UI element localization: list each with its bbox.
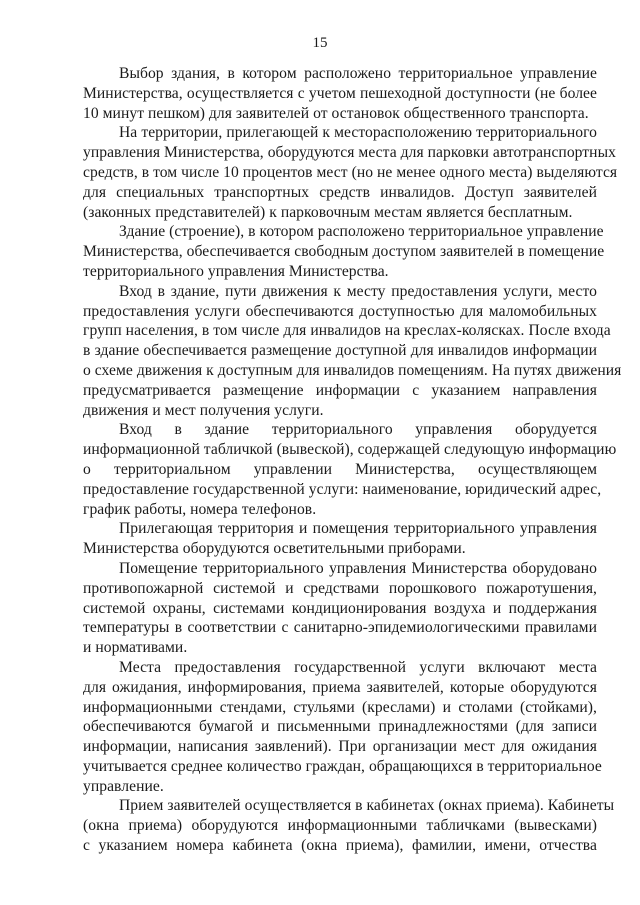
- text-line: для ожидания, информирования, приема заявителей, которые оборудуются: [83, 678, 597, 696]
- text-line: Прием заявителей осуществляется в кабинетах (окнах приема). Кабинеты: [119, 797, 615, 815]
- paragraph: [83, 123, 618, 222]
- text-line: системой охраны, системами кондиционирования воздуха и поддержания: [83, 599, 597, 617]
- text-line: Министерства, осуществляется с учетом пешеходной доступности (не более: [83, 84, 597, 102]
- text-line: На территории, прилегающей к месторасположению территориального: [119, 124, 597, 142]
- text-line: Здание (строение), в котором расположено территориальное управление: [119, 223, 604, 241]
- text-line: о территориальном управлении Министерства, осуществляющем: [83, 460, 597, 478]
- text-line: Выбор здания, в котором расположено территориальное управление: [119, 65, 597, 82]
- text-line: групп населения, в том числе для инвалидов на креслах-колясках. После входа: [83, 322, 611, 340]
- text-line: учитывается среднее количество граждан, обращающихся в территориальное: [83, 757, 602, 775]
- paragraph: [83, 519, 597, 559]
- text-line: график работы, номера телефонов.: [83, 500, 317, 518]
- text-line: с указанием номера кабинета (окна приема), фамилии, имени, отчества: [83, 837, 597, 855]
- text-line: информационными стендами, стульями (креслами) и столами (стойками),: [83, 698, 597, 716]
- text-line: в здание обеспечивается размещение доступной для инвалидов информации: [83, 342, 597, 360]
- paragraph: [83, 559, 597, 658]
- text-line: предусматривается размещение информации с указанием направления: [83, 381, 597, 399]
- paragraph: [83, 282, 622, 421]
- paragraph: [83, 658, 602, 797]
- text-line: движения и мест получения услуги.: [83, 401, 324, 419]
- document-body: [83, 64, 622, 856]
- text-line: обеспечиваются бумагой и письменными принадлежностями (для записи: [83, 718, 597, 736]
- text-line: для специальных транспортных средств инвалидов. Доступ заявителей: [83, 183, 597, 201]
- text-line: и нормативами.: [83, 639, 188, 657]
- text-line: Министерства оборудуются осветительными приборами.: [83, 540, 466, 558]
- text-line: Вход в здание, пути движения к месту предоставления услуги, место: [119, 282, 597, 300]
- text-line: территориального управления Министерства.: [83, 262, 389, 280]
- text-line: предоставления услуги обеспечиваются доступностью для маломобильных: [83, 302, 597, 320]
- text-line: противопожарной системой и средствами порошкового пожаротушения,: [83, 579, 597, 597]
- text-line: 10 минут пешком) для заявителей от остановок общественного транспорта.: [83, 104, 589, 122]
- paragraph: [83, 796, 615, 855]
- text-line: управления Министерства, оборудуются места для парковки автотранспортных: [83, 144, 616, 162]
- page-number: 15: [312, 35, 328, 51]
- text-line: Места предоставления государственной услуги включают места: [119, 658, 597, 676]
- text-line: о схеме движения к доступным для инвалидов помещениям. На путях движения: [83, 361, 622, 379]
- text-line: предоставление государственной услуги: наименование, юридический адрес,: [83, 480, 602, 498]
- text-line: Помещение территориального управления Министерства оборудовано: [119, 559, 597, 577]
- text-line: Прилегающая территория и помещения территориального управления: [119, 520, 597, 538]
- text-line: Министерства, обеспечивается свободным доступом заявителей в помещение: [83, 243, 605, 261]
- paragraph: [83, 64, 597, 123]
- text-line: информации, написания заявлений). При организации мест для ожидания: [83, 738, 597, 756]
- paragraph: [83, 222, 605, 281]
- paragraph: [83, 420, 617, 519]
- text-line: (законных представителей) к парковочным местам является бесплатным.: [83, 203, 573, 221]
- text-line: управление.: [83, 777, 164, 795]
- text-line: информационной табличкой (вывеской), содержащей следующую информацию: [83, 441, 617, 459]
- text-line: средств, в том числе 10 процентов мест (но не менее одного места) выделяются: [83, 163, 618, 181]
- text-line: температуры в соответствии с санитарно-эпидемиологическими правилами: [83, 619, 597, 637]
- text-line: (окна приема) оборудуются информационными табличками (вывесками): [83, 817, 597, 835]
- text-line: Вход в здание территориального управления оборудуется: [119, 421, 597, 439]
